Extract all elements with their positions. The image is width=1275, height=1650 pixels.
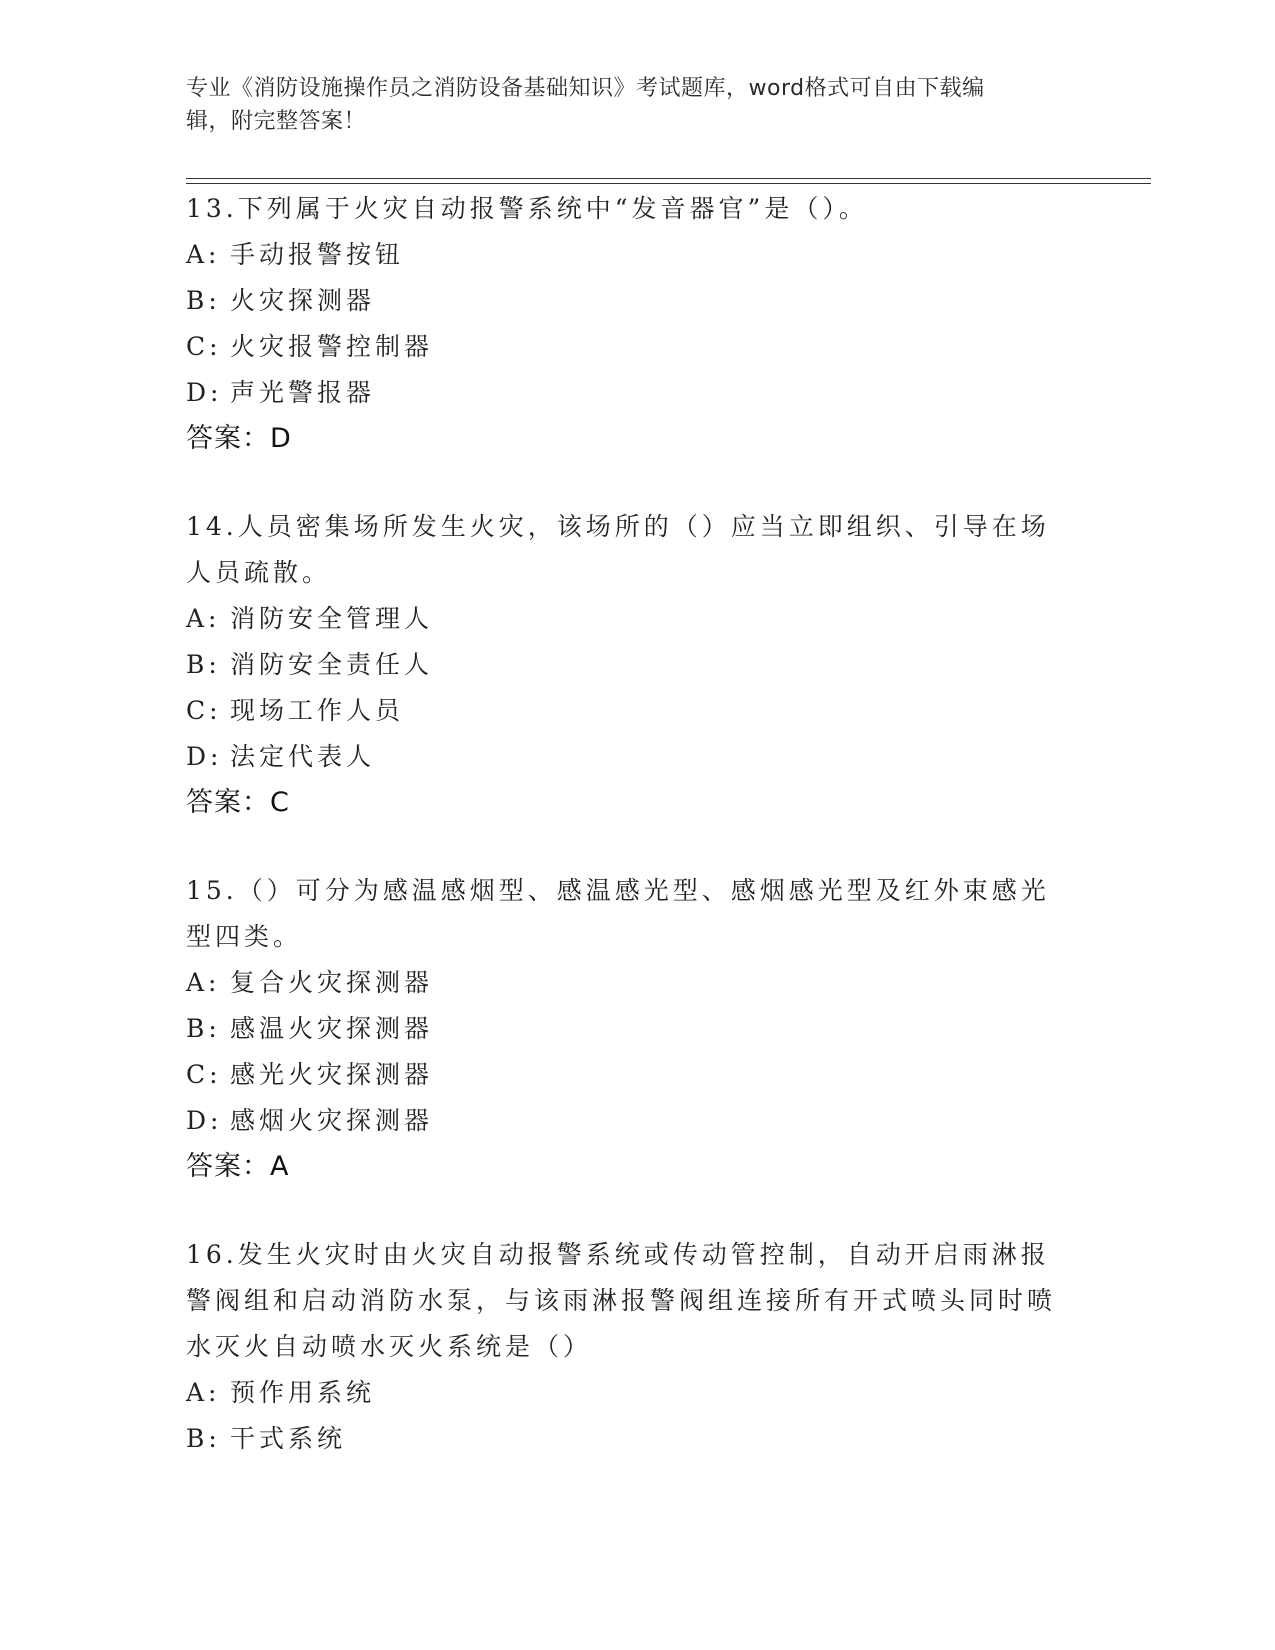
question-13 — [186, 186, 1086, 462]
answer-line: 答案：C — [186, 787, 290, 818]
answer-line: 答案：D — [186, 423, 292, 454]
question-15 — [186, 868, 1086, 1190]
option-text: 消防安全管理人 — [230, 604, 434, 633]
option-text: 复合火灾探测器 — [230, 968, 434, 997]
header-divider-top — [186, 178, 1151, 179]
option-a — [186, 232, 1086, 278]
option-letter: A: — [186, 604, 221, 633]
option-text: 干式系统 — [230, 1424, 347, 1453]
option-d — [186, 734, 1086, 780]
option-letter: A: — [186, 1378, 221, 1407]
question-14 — [186, 504, 1086, 826]
option-text: 预作用系统 — [230, 1378, 376, 1407]
option-letter: D: — [186, 378, 223, 407]
header-line-1: 专业《消防设施操作员之消防设备基础知识》考试题库，word格式可自由下载编 — [186, 76, 985, 101]
option-text: 法定代表人 — [230, 742, 376, 771]
option-letter: B: — [186, 1014, 221, 1043]
option-letter: B: — [186, 650, 221, 679]
header-line-2: 辑，附完整答案！ — [186, 109, 367, 134]
question-text: 16.发生火灾时由火灾自动报警系统或传动管控制，自动开启雨淋报警阀组和启动消防水泵，与该雨淋报警阀组连接所有开式喷头同时喷水灭火自动喷水灭火系统是（） — [186, 1240, 1057, 1361]
question-text: 13.下列属于火灾自动报警系统中“发音器官”是（）。 — [186, 194, 868, 223]
option-a — [186, 1370, 1086, 1416]
option-c — [186, 1052, 1086, 1098]
option-text: 声光警报器 — [230, 378, 376, 407]
option-letter: B: — [186, 1424, 221, 1453]
option-c — [186, 324, 1086, 370]
question-list — [186, 186, 1086, 1504]
document-header — [186, 72, 1066, 138]
option-letter: C: — [186, 332, 222, 361]
option-text: 感温火灾探测器 — [230, 1014, 434, 1043]
answer-line: 答案：A — [186, 1151, 290, 1182]
option-b — [186, 1416, 1086, 1462]
option-letter: A: — [186, 968, 221, 997]
option-letter: C: — [186, 1060, 222, 1089]
option-b — [186, 642, 1086, 688]
option-text: 火灾报警控制器 — [230, 332, 434, 361]
option-text: 感光火灾探测器 — [230, 1060, 434, 1089]
option-letter: A: — [186, 240, 221, 269]
option-b — [186, 278, 1086, 324]
header-divider-bottom — [186, 183, 1151, 184]
question-text: 15.（）可分为感温感烟型、感温感光型、感烟感光型及红外束感光型四类。 — [186, 876, 1050, 951]
option-d — [186, 370, 1086, 416]
option-a — [186, 960, 1086, 1006]
option-text: 感烟火灾探测器 — [230, 1106, 434, 1135]
question-text: 14.人员密集场所发生火灾，该场所的（）应当立即组织、引导在场人员疏散。 — [186, 512, 1050, 587]
option-letter: D: — [186, 742, 223, 771]
option-text: 火灾探测器 — [230, 286, 376, 315]
option-c — [186, 688, 1086, 734]
option-d — [186, 1098, 1086, 1144]
option-text: 现场工作人员 — [230, 696, 405, 725]
option-letter: B: — [186, 286, 221, 315]
option-text: 消防安全责任人 — [230, 650, 434, 679]
option-a — [186, 596, 1086, 642]
option-text: 手动报警按钮 — [230, 240, 405, 269]
option-letter: D: — [186, 1106, 223, 1135]
question-16 — [186, 1232, 1086, 1462]
option-letter: C: — [186, 696, 222, 725]
option-b — [186, 1006, 1086, 1052]
